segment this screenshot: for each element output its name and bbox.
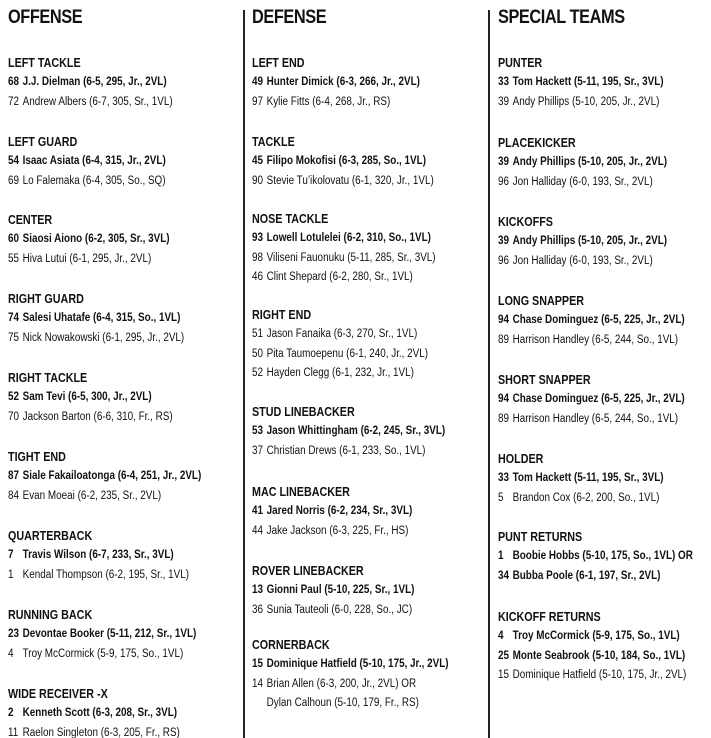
player-details: Jared Norris (6-2, 234, Sr., 3VL) — [266, 505, 413, 517]
player-details: Harrison Handley (6-5, 244, So., 1VL) — [512, 333, 679, 346]
position-heading: TIGHT END — [8, 450, 66, 464]
jersey-number: 96 — [498, 254, 510, 267]
player-row — [8, 73, 232, 93]
position-heading: RIGHT END — [252, 308, 312, 322]
jersey-number: 1 — [498, 550, 504, 562]
player-details: Brandon Cox (6-2, 200, So., 1VL) — [512, 491, 660, 504]
position-group — [498, 449, 708, 508]
jersey-number: 96 — [498, 175, 510, 188]
player-details: Troy McCormick (5-9, 175, So., 1VL) — [512, 630, 680, 642]
player-row — [252, 93, 476, 113]
jersey-number: 25 — [498, 649, 510, 662]
player-row — [252, 249, 476, 269]
player-details: Kenneth Scott (6-3, 208, Sr., 3VL) — [22, 707, 178, 719]
jersey-number: 33 — [498, 76, 510, 88]
player-details: Andrew Albers (6-7, 305, Sr., 1VL) — [22, 95, 173, 108]
jersey-number: 68 — [8, 76, 20, 88]
position-group — [498, 607, 708, 686]
jersey-number: 5 — [498, 491, 504, 504]
jersey-number: 50 — [252, 347, 264, 360]
position-heading: MAC LINEBACKER — [252, 485, 350, 499]
player-details: Jason Fanaika (6-3, 270, Sr., 1VL) — [266, 328, 418, 340]
player-details: Nick Nowakowski (6-1, 295, Jr., 2VL) — [22, 331, 185, 344]
position-heading: STUD LINEBACKER — [252, 405, 355, 419]
player-row — [498, 410, 708, 430]
player-row — [252, 601, 476, 621]
player-details: Jackson Barton (6-6, 310, Fr., RS) — [22, 410, 173, 423]
player-details: Dominique Hatfield (5-10, 175, Jr., 2VL) — [512, 669, 687, 682]
player-row — [252, 675, 476, 695]
jersey-number: 70 — [8, 410, 20, 423]
jersey-number: 39 — [498, 235, 510, 247]
player-details: Dylan Calhoun (5-10, 179, Fr., RS) — [266, 697, 419, 710]
position-heading: KICKOFFS — [498, 215, 553, 229]
jersey-number: 54 — [8, 155, 20, 167]
position-group — [498, 53, 708, 112]
player-row — [8, 704, 232, 724]
jersey-number: 1 — [8, 568, 14, 581]
position-heading: CENTER — [8, 213, 53, 227]
player-details: Troy McCormick (5-9, 175, So., 1VL) — [22, 647, 184, 660]
position-group — [498, 133, 708, 192]
player-row — [8, 724, 232, 738]
player-row — [498, 547, 708, 567]
player-row — [8, 487, 232, 507]
jersey-number: 34 — [498, 569, 510, 582]
player-row — [252, 229, 476, 249]
defense-column — [252, 0, 492, 738]
player-details: Tom Hackett (5-11, 195, Sr., 3VL) — [512, 472, 664, 484]
jersey-number: 87 — [8, 470, 20, 482]
player-row — [498, 489, 708, 509]
jersey-number: 97 — [252, 95, 264, 108]
position-heading: ROVER LINEBACKER — [252, 564, 364, 578]
jersey-number: 15 — [498, 669, 510, 682]
position-group — [252, 561, 492, 620]
player-details: Christian Drews (6-1, 233, So., 1VL) — [266, 444, 426, 457]
position-group — [8, 368, 240, 427]
column-title: SPECIAL TEAMS — [498, 7, 625, 28]
player-row — [252, 694, 476, 714]
player-details: Hunter Dimick (6-3, 266, Jr., 2VL) — [266, 76, 420, 88]
column-title: DEFENSE — [252, 7, 327, 28]
player-row — [498, 627, 708, 647]
position-group — [498, 212, 708, 271]
position-group — [8, 447, 240, 506]
player-row — [8, 645, 232, 665]
player-details: Stevie Tu’ikolovatu (6-1, 320, Jr., 1VL) — [266, 174, 434, 187]
player-row — [252, 581, 476, 601]
position-heading: LEFT TACKLE — [8, 56, 81, 70]
position-heading: PUNTER — [498, 56, 543, 70]
jersey-number: 84 — [8, 489, 20, 502]
offense-column — [8, 0, 240, 738]
position-heading: RUNNING BACK — [8, 608, 93, 622]
player-row — [8, 467, 232, 487]
position-group — [252, 482, 492, 541]
player-row — [498, 331, 708, 351]
player-row — [498, 73, 708, 93]
jersey-number: 41 — [252, 505, 264, 517]
position-group — [8, 132, 240, 191]
jersey-number: 93 — [252, 232, 264, 244]
position-heading: RIGHT GUARD — [8, 292, 84, 306]
position-group — [498, 291, 708, 350]
jersey-number: 4 — [8, 647, 14, 660]
player-details: Lowell Lotulelei (6-2, 310, So., 1VL) — [266, 232, 431, 244]
position-heading: CORNERBACK — [252, 638, 330, 652]
jersey-number: 46 — [252, 271, 264, 284]
player-details: Jon Halliday (6-0, 193, Sr., 2VL) — [512, 254, 653, 267]
jersey-number: 51 — [252, 328, 264, 340]
jersey-number: 72 — [8, 95, 20, 108]
position-group — [8, 605, 240, 664]
position-heading: WIDE RECEIVER -X — [8, 687, 108, 701]
jersey-number: 37 — [252, 444, 264, 457]
position-group — [252, 305, 492, 384]
player-row — [8, 408, 232, 428]
jersey-number: 13 — [252, 584, 264, 596]
player-row — [498, 93, 708, 113]
player-details: Chase Dominguez (6-5, 225, Jr., 2VL) — [512, 393, 685, 405]
player-details: Monte Seabrook (5-10, 184, So., 1VL) — [512, 649, 686, 662]
player-row — [8, 250, 232, 270]
player-row — [498, 311, 708, 331]
position-heading: SHORT SNAPPER — [498, 373, 591, 387]
column-divider — [243, 10, 245, 738]
player-details: Lo Falemaka (6-4, 305, So., SQ) — [22, 174, 166, 187]
jersey-number: 74 — [8, 312, 20, 324]
jersey-number: 33 — [498, 472, 510, 484]
position-group — [8, 526, 240, 585]
jersey-number: 94 — [498, 393, 510, 405]
player-row — [8, 309, 232, 329]
position-group — [498, 370, 708, 429]
player-row — [252, 522, 476, 542]
player-row — [252, 422, 476, 442]
player-details: Raelon Singleton (6-3, 205, Fr., RS) — [22, 726, 180, 738]
player-details: Evan Moeai (6-2, 235, Sr., 2VL) — [22, 489, 162, 502]
player-details: Sunia Tauteoli (6-0, 228, So., JC) — [266, 603, 413, 616]
jersey-number: 52 — [8, 391, 20, 403]
player-row — [8, 172, 232, 192]
position-heading: NOSE TACKLE — [252, 212, 329, 226]
player-details: Jason Whittingham (6-2, 245, Sr., 3VL) — [266, 425, 446, 437]
player-row — [252, 364, 476, 384]
player-row — [252, 655, 476, 675]
player-details: Dominique Hatfield (5-10, 175, Jr., 2VL) — [266, 658, 449, 670]
player-details: Jon Halliday (6-0, 193, Sr., 2VL) — [512, 175, 653, 188]
position-heading: PLACEKICKER — [498, 136, 576, 150]
position-heading: LEFT GUARD — [8, 135, 78, 149]
position-heading: KICKOFF RETURNS — [498, 610, 601, 624]
jersey-number: 11 — [8, 726, 19, 738]
position-heading: LONG SNAPPER — [498, 294, 585, 308]
jersey-number: 89 — [498, 412, 510, 425]
player-row — [498, 469, 708, 489]
player-row — [498, 252, 708, 272]
player-row — [8, 230, 232, 250]
player-details: Filipo Mokofisi (6-3, 285, So., 1VL) — [266, 155, 426, 167]
position-group — [252, 132, 492, 191]
jersey-number: 2 — [8, 707, 14, 719]
player-details: Clint Shepard (6-2, 280, Sr., 1VL) — [266, 271, 413, 284]
player-details: Sam Tevi (6-5, 300, Jr., 2VL) — [22, 391, 152, 403]
player-details: Andy Phillips (5-10, 205, Jr., 2VL) — [512, 156, 668, 168]
position-heading: TACKLE — [252, 135, 295, 149]
player-row — [498, 153, 708, 173]
player-details: J.J. Dielman (6-5, 295, Jr., 2VL) — [22, 76, 167, 88]
player-details: Travis Wilson (6-7, 233, Sr., 3VL) — [22, 549, 174, 561]
player-details: Chase Dominguez (6-5, 225, Jr., 2VL) — [512, 314, 685, 326]
player-row — [252, 172, 476, 192]
jersey-number: 15 — [252, 658, 264, 670]
jersey-number: 55 — [8, 252, 20, 265]
jersey-number: 98 — [252, 251, 264, 264]
jersey-number: 53 — [252, 425, 264, 437]
player-row — [8, 152, 232, 172]
player-details: Boobie Hobbs (5-10, 175, So., 1VL) OR — [512, 550, 693, 562]
jersey-number: 49 — [252, 76, 264, 88]
player-row — [498, 173, 708, 193]
player-row — [498, 232, 708, 252]
column-title: OFFENSE — [8, 7, 83, 28]
position-group — [8, 53, 240, 112]
player-row — [252, 325, 476, 345]
player-row — [252, 442, 476, 462]
player-details: Bubba Poole (6-1, 197, Sr., 2VL) — [512, 569, 661, 582]
position-heading: RIGHT TACKLE — [8, 371, 88, 385]
player-details: Jake Jackson (6-3, 225, Fr., HS) — [266, 524, 409, 537]
player-row — [498, 666, 708, 686]
jersey-number: 52 — [252, 367, 264, 380]
player-details: Siale Fakailoatonga (6-4, 251, Jr., 2VL) — [22, 470, 202, 482]
position-group — [8, 289, 240, 348]
player-details: Hayden Clegg (6-1, 232, Jr., 1VL) — [266, 367, 414, 380]
player-row — [252, 268, 476, 288]
player-row — [8, 329, 232, 349]
position-heading: LEFT END — [252, 56, 305, 70]
player-row — [498, 647, 708, 667]
player-details: Isaac Asiata (6-4, 315, Jr., 2VL) — [22, 155, 166, 167]
special-teams-column — [498, 0, 708, 738]
player-row — [252, 345, 476, 365]
player-details: Siaosi Aiono (6-2, 305, Sr., 3VL) — [22, 233, 170, 245]
jersey-number: 39 — [498, 156, 510, 168]
position-heading: HOLDER — [498, 452, 544, 466]
player-details: Gionni Paul (5-10, 225, Sr., 1VL) — [266, 584, 415, 596]
jersey-number: 94 — [498, 314, 510, 326]
player-details: Tom Hackett (5-11, 195, Sr., 3VL) — [512, 76, 664, 88]
player-details: Viliseni Fauonuku (5-11, 285, Sr., 3VL) — [266, 251, 436, 264]
player-row — [498, 390, 708, 410]
player-details: Andy Phillips (5-10, 205, Jr., 2VL) — [512, 235, 668, 247]
jersey-number: 60 — [8, 233, 20, 245]
player-row — [8, 625, 232, 645]
jersey-number: 69 — [8, 174, 20, 187]
player-details: Andy Phillips (5-10, 205, Jr., 2VL) — [512, 95, 660, 108]
position-heading: QUARTERBACK — [8, 529, 93, 543]
player-details: Brian Allen (6-3, 200, Jr., 2VL) OR — [266, 677, 417, 690]
position-group — [252, 209, 492, 288]
jersey-number: 90 — [252, 174, 264, 187]
jersey-number: 89 — [498, 333, 510, 346]
position-group — [8, 684, 240, 738]
jersey-number: 4 — [498, 630, 504, 642]
jersey-number: 39 — [498, 95, 510, 108]
player-row — [8, 93, 232, 113]
jersey-number: 23 — [8, 628, 20, 640]
player-row — [252, 73, 476, 93]
player-row — [252, 502, 476, 522]
jersey-number: 36 — [252, 603, 264, 616]
jersey-number: 7 — [8, 549, 14, 561]
player-row — [8, 546, 232, 566]
jersey-number: 75 — [8, 331, 20, 344]
position-group — [498, 527, 708, 586]
player-row — [498, 567, 708, 587]
player-details: Pita Taumoepenu (6-1, 240, Jr., 2VL) — [266, 347, 429, 360]
player-row — [8, 388, 232, 408]
position-group — [8, 210, 240, 269]
player-row — [8, 566, 232, 586]
position-group — [252, 635, 492, 714]
jersey-number: 45 — [252, 155, 264, 167]
player-details: Devontae Booker (5-11, 212, Sr., 1VL) — [22, 628, 197, 640]
position-group — [252, 53, 492, 112]
player-details: Salesi Uhatafe (6-4, 315, So., 1VL) — [22, 312, 181, 324]
player-row — [252, 152, 476, 172]
player-details: Kendal Thompson (6-2, 195, Sr., 1VL) — [22, 568, 190, 581]
player-details: Hiva Lutui (6-1, 295, Jr., 2VL) — [22, 252, 152, 265]
player-details: Harrison Handley (6-5, 244, So., 1VL) — [512, 412, 679, 425]
jersey-number: 14 — [252, 677, 264, 690]
player-details: Kylie Fitts (6-4, 268, Jr., RS) — [266, 95, 391, 108]
position-group — [252, 402, 492, 461]
jersey-number: 44 — [252, 524, 264, 537]
position-heading: PUNT RETURNS — [498, 530, 583, 544]
